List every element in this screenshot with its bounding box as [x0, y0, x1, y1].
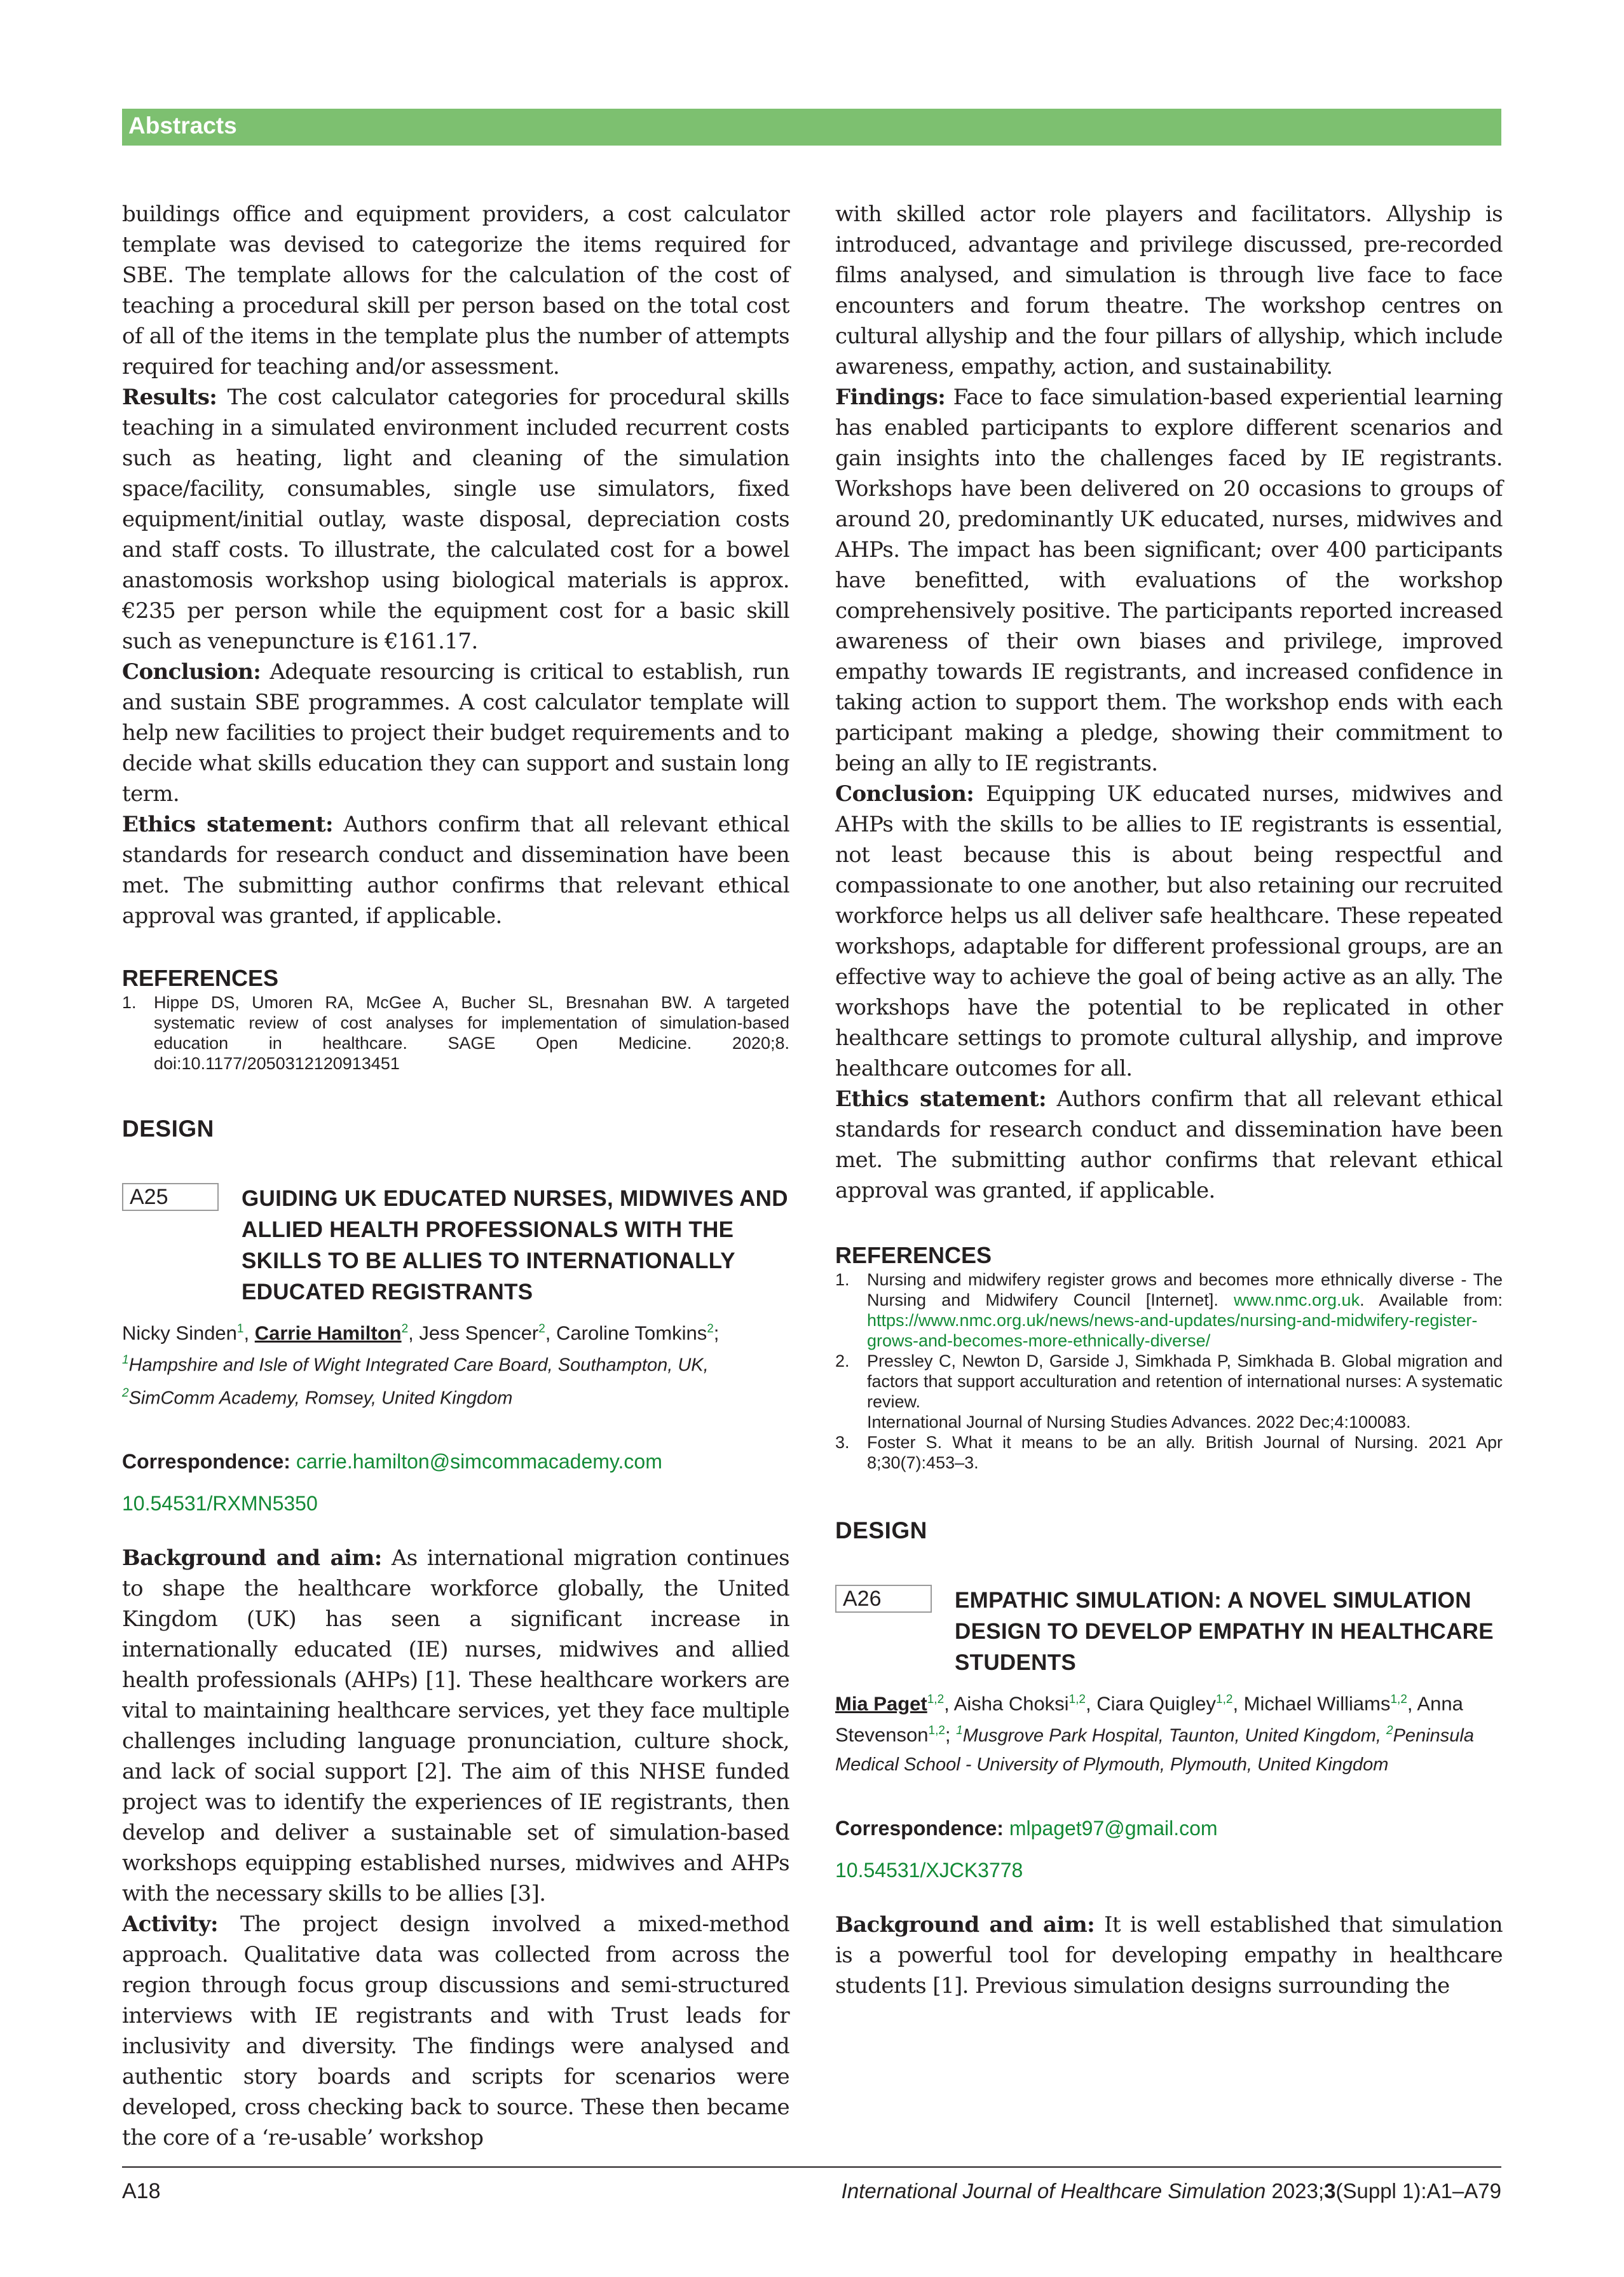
- abstract-title: EMPATHIC SIMULATION: A NOVEL SIMULATION DESIGN TO DEVELOP EMPATHY IN HEALTHCARE STUDENTS: [955, 1588, 1494, 1675]
- footer-divider: [122, 2166, 1501, 2168]
- presenting-author: Mia Paget: [835, 1692, 927, 1715]
- section-header-label: Abstracts: [128, 113, 237, 139]
- activity-label: Activity:: [122, 1911, 218, 1937]
- references-list: [122, 992, 789, 1074]
- correspondence-email-link[interactable]: carrie.hamilton@simcommacademy.com: [296, 1449, 662, 1473]
- conclusion-paragraph: Conclusion: Equipping UK educated nurses, midwives and AHPs with the skills to be allies to IE registrants is essential, not least because this is about being respectful and compassionate to one another, but also retaining our recruited workforce helps us all deliver safe healthcare. These repeated workshops, adaptable for different professional groups, are an effective way to achieve the goal of being active as an ally. The workshops have the potential to be replicated in other healthcare settings to promote cultural allyship, and improve healthcare outcomes for all.: [835, 781, 1503, 1081]
- findings-label: Findings:: [835, 385, 946, 410]
- reference-item: 2. Pressley C, Newton D, Garside J, Simkhada P, Simkhada B. Global migration and factors that support acculturation and retention of international nurses: A systematic review. International Journal of Nursing Studies Advances. 2022 Dec;4:100083.: [835, 1351, 1503, 1432]
- continued-paragraph: with skilled actor role players and facilitators. Allyship is introduced, advantage and privilege discussed, pre-recorded films analysed, and simulation is through live face to face encounters and forum theatre. The workshop centres on cultural allyship and the four pillars of allyship, which include awareness, empathy, action, and sustainability.: [835, 202, 1503, 380]
- affiliation: Peninsula Medical School - University of Plymouth, Plymouth, United Kingdom: [835, 1725, 1474, 1775]
- correspondence-label: Correspondence:: [122, 1449, 290, 1473]
- reference-item: 3. Foster S. What it means to be an ally. British Journal of Nursing. 2021 Apr 8;30(7):453–3.: [835, 1433, 1503, 1472]
- author-list: Mia Paget$^{1,2}$, Aisha Choksi$^{1,2}$, Ciara Quigley$^{1,2}$, Michael Williams$^{1,2}$, Anna Stevenson$^{1,2}$; $^1$Musgrove Park Hospital, Taunton, United Kingdom, $^2$Peninsula Medical School - University of Plymouth, Plymouth, United Kingdom: [835, 1692, 1474, 1775]
- activity-paragraph: Activity: The project design involved a mixed-method approach. Qualitative data was collected from across the region through focus group discussions and semi-structured interviews with IE registrants and with Trust leads for inclusivity and diversity. The findings were analysed and authentic story boards and scripts for scenarios were developed, cross checking back to source. These then became the core of a ‘re-usable’ workshop: [122, 1911, 789, 2150]
- intro-paragraph: buildings office and equipment providers, a cost calculator template was devised to categorize the items required for SBE. The template allows for the calculation of the cost of teaching a procedural skill per person based on the total cost of all of the items in the template plus the number of attempts required for teaching and/or assessment.: [122, 202, 789, 380]
- correspondence-label: Correspondence:: [835, 1816, 1004, 1840]
- author-list: Nicky Sinden$^1$, Carrie Hamilton$^2$, Jess Spencer$^2$, Caroline Tomkins$^2$; $^1$Hampshire and Isle of Wight Integrated Care Board, Southampton, UK, $^2$SimComm Academy, Romsey, United Kingdom: [122, 1322, 720, 1408]
- references-list: [835, 1269, 1503, 1473]
- ethics-paragraph: Ethics statement: Authors confirm that all relevant ethical standards for research conduct and dissemination have been met. The submitting author confirms that relevant ethical approval was granted, if applicable.: [835, 1086, 1503, 1203]
- presenting-author: Carrie Hamilton: [254, 1322, 402, 1344]
- background-paragraph: Background and aim: As international migration continues to shape the healthcare workforce globally, the United Kingdom (UK) has seen a significant increase in internationally educated (IE) nurses, midwives and allied health professionals (AHPs) [1]. These healthcare workers are vital to maintaining healthcare services, yet they face multiple challenges including language pronunciation, culture shock, and lack of social support [2]. The aim of this NHSE funded project was to identify the experiences of IE registrants, then develop and deliver a sustainable set of simulation-based workshops equipping established nurses, midwives and AHPs with the necessary skills to be allies [3].: [122, 1545, 789, 1906]
- reference-link[interactable]: https://www.nmc.org.uk/news/news-and-updates/nursing-and-midwifery-register-grows-and-becomes-more-ethnically-diverse/: [867, 1311, 1478, 1350]
- conclusion-label: Conclusion:: [122, 659, 261, 685]
- ethics-label: Ethics statement:: [835, 1086, 1046, 1112]
- right-column: [835, 199, 1503, 2001]
- findings-paragraph: Findings: Face to face simulation-based experiential learning has enabled participants to explore different scenarios and gain insights into the challenges faced by IE registrants. Workshops have been delivered on 20 occasions to groups of around 20, predominantly UK educated, nurses, midwives and AHPs. The impact has been significant; over 400 participants have benefitted, with evaluations of the workshop comprehensively positive. The participants reported increased awareness of their own biases and privilege, improved empathy towards IE registrants, and increased confidence in taking action to support them. The workshop ends with each participant making a pledge, showing their commitment to being an ally to IE registrants.: [835, 385, 1503, 776]
- conclusion-label: Conclusion:: [835, 781, 974, 807]
- results-label: Results:: [122, 385, 217, 410]
- background-paragraph: Background and aim: It is well established that simulation is a powerful tool for developing empathy in healthcare students [1]. Previous simulation designs surrounding the: [835, 1911, 1503, 1999]
- ethics-label: Ethics statement:: [122, 812, 333, 837]
- correspondence-email-link[interactable]: mlpaget97@gmail.com: [1009, 1816, 1218, 1840]
- affiliation: SimComm Academy, Romsey, United Kingdom: [128, 1387, 513, 1408]
- reference-link[interactable]: www.nmc.org.uk: [1234, 1290, 1360, 1309]
- page-number: A18: [122, 2179, 161, 2203]
- abstract-id-badge: A25: [122, 1183, 219, 1211]
- ethics-paragraph: Ethics statement: Authors confirm that all relevant ethical standards for research conduct and dissemination have been met. The submitting author confirms that relevant ethical approval was granted, if applicable.: [122, 812, 789, 929]
- correspondence: [122, 1449, 789, 1474]
- reference-item: 1. Nursing and midwifery register grows and becomes more ethnically diverse - The Nursing and Midwifery Council [Internet]. www.nmc.org.uk. Available from: https://www.nmc.org.uk/news/news-and-updates/nursing-and-midwifery-register-grows-and-becomes-more-ethnically-diverse/: [835, 1270, 1503, 1350]
- conclusion-paragraph: Conclusion: Adequate resourcing is critical to establish, run and sustain SBE programmes. A cost calculator template will help new facilities to project their budget requirements and to decide what skills education they can support and sustain long term.: [122, 659, 789, 807]
- abstract-title: GUIDING UK EDUCATED NURSES, MIDWIVES AND ALLIED HEALTH PROFESSIONALS WITH THE SKILLS TO BE ALLIES TO INTERNATIONALLY EDUCATED REGISTRANTS: [242, 1186, 788, 1304]
- correspondence: [835, 1815, 1503, 1841]
- affiliation: Musgrove Park Hospital, Taunton, United Kingdom,: [962, 1725, 1387, 1746]
- reference-item: 1. Hippe DS, Umoren RA, McGee A, Bucher SL, Bresnahan BW. A targeted systematic review of cost analyses for implementation of simulation-based education in healthcare. SAGE Open Medicine. 2020;8. doi:10.1177/2050312120913451: [122, 993, 789, 1073]
- left-column: [122, 199, 789, 2153]
- abstract-id-badge: A26: [835, 1585, 932, 1613]
- background-label: Background and aim:: [835, 1911, 1095, 1938]
- background-label: Background and aim:: [122, 1545, 382, 1571]
- design-section-title: DESIGN: [835, 1517, 927, 1543]
- results-paragraph: Results: The cost calculator categories for procedural skills teaching in a simulated environment included recurrent costs such as heating, light and cleaning of the simulation space/facility, consumables, single use simulators, fixed equipment/initial outlay, waste disposal, depreciation costs and staff costs. To illustrate, the calculated cost for a bowel anastomosis workshop using biological materials is approx. €235 per person while the equipment cost for a basic skill such as venepuncture is €161.17.: [122, 385, 789, 654]
- abstract-a25-header: [122, 1183, 789, 1308]
- references-title: REFERENCES: [122, 965, 279, 991]
- section-header-bar: [122, 109, 1501, 146]
- doi-link[interactable]: 10.54531/RXMN5350: [122, 1491, 318, 1515]
- journal-citation: International Journal of Healthcare Simulation 2023;3(Suppl 1):A1–A79: [841, 2179, 1501, 2203]
- references-title: REFERENCES: [835, 1242, 992, 1268]
- affiliation: Hampshire and Isle of Wight Integrated Care Board, Southampton, UK,: [128, 1355, 709, 1376]
- design-section-title: DESIGN: [122, 1116, 214, 1142]
- abstract-a26-header: [835, 1585, 1503, 1678]
- doi-link[interactable]: 10.54531/XJCK3778: [835, 1858, 1023, 1882]
